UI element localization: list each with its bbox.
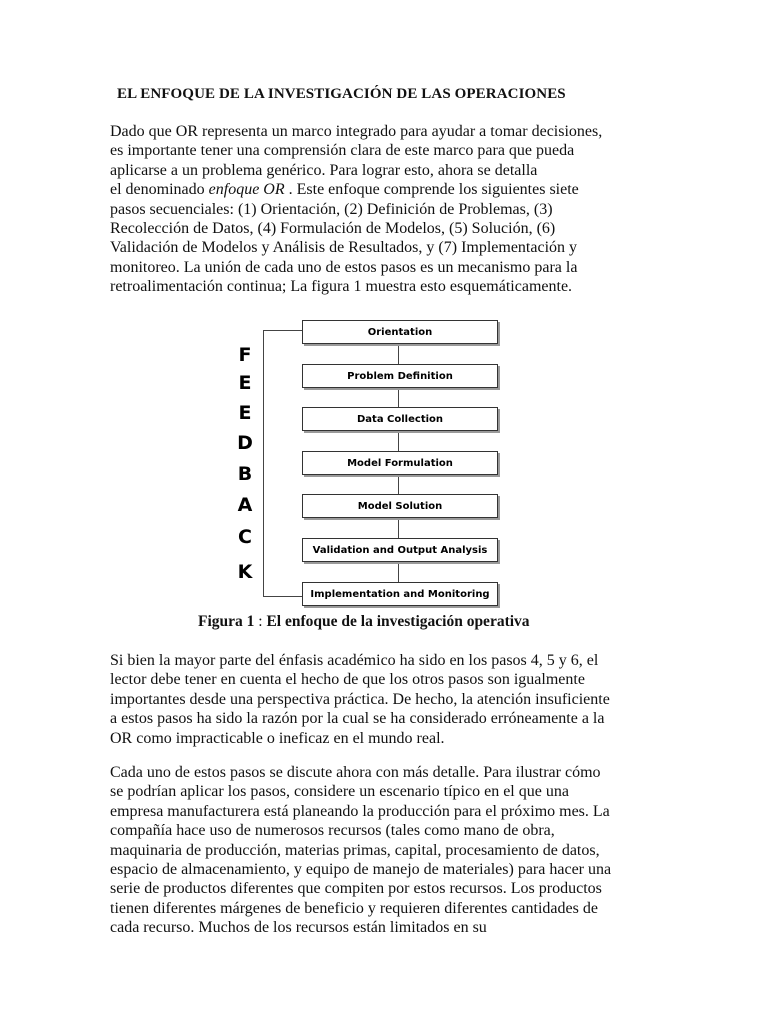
text-line: compañía hace uso de numerosos recursos (tales como mano de obra, — [110, 822, 555, 840]
text-line: lector debe tener en cuenta el hecho de que los otros pasos son igualmente — [110, 671, 585, 689]
feedback-letter: B — [237, 463, 253, 485]
text-line: cada recurso. Muchos de los recursos están limitados en su — [110, 919, 487, 937]
paragraph-emphasis — [110, 651, 670, 748]
text-line: Validación de Modelos y Análisis de Resultados, y (7) Implementación y — [110, 239, 578, 257]
caption-label: Figura 1 — [198, 613, 255, 630]
step-validation-output-analysis: Validation and Output Analysis — [302, 538, 498, 562]
text-line: aplicarse a un problema genérico. Para lograr esto, ahora se detalla — [110, 161, 538, 179]
feedback-letter: D — [237, 432, 253, 454]
step-data-collection: Data Collection — [302, 407, 498, 431]
figure-caption — [198, 613, 530, 631]
feedback-loop-line — [263, 330, 264, 596]
document-title: EL ENFOQUE DE LA INVESTIGACIÓN DE LAS OPERACIONES — [117, 86, 566, 102]
text-line: monitoreo. La unión de cada uno de estos pasos es un mecanismo para la — [110, 258, 578, 276]
text-line: tienen diferentes márgenes de beneficio y requieren diferentes cantidades de — [110, 899, 598, 917]
emphasis-enfoque-or: enfoque OR — [208, 181, 285, 199]
feedback-letter: A — [237, 494, 253, 516]
text-line: es importante tener una comprensión clara de este marco para que pueda — [110, 142, 575, 160]
text-line: OR como impracticable o ineficaz en el mundo real. — [110, 729, 445, 747]
paragraph-intro — [110, 122, 670, 297]
text-line: espacio de almacenamiento, y equipo de manejo de materiales) para hacer una — [110, 861, 612, 879]
text-line: empresa manufacturera está planeando la producción para el próximo mes. La — [110, 802, 610, 820]
feedback-letter: E — [238, 372, 252, 394]
text-line: retroalimentación continua; La figura 1 muestra esto esquemáticamente. — [110, 278, 573, 296]
paragraph-scenario — [110, 763, 670, 938]
text-line: Cada uno de estos pasos se discute ahora con más detalle. Para ilustrar cómo — [110, 764, 601, 781]
step-orientation: Orientation — [302, 320, 498, 344]
caption-text: El enfoque de la investigación operativa — [266, 613, 530, 630]
text-line: maquinaria de producción, materias primas, capital, procesamiento de datos, — [110, 841, 600, 859]
text-line — [110, 180, 670, 199]
feedback-flow-diagram — [230, 316, 510, 611]
text-line: Si bien la mayor parte del énfasis académico ha sido en los pasos 4, 5 y 6, el — [110, 652, 599, 669]
step-implementation-monitoring: Implementation and Monitoring — [302, 582, 498, 606]
text-segment: . Este enfoque comprende los siguientes siete — [284, 181, 579, 199]
text-line: Dado que OR representa un marco integrado para ayudar a tomar decisiones, — [110, 123, 603, 140]
feedback-letter: F — [238, 344, 252, 366]
feedback-letter: E — [238, 402, 252, 424]
text-line: a estos pasos ha sido la razón por la cual se ha considerado erróneamente a la — [110, 710, 605, 728]
feedback-letter: K — [237, 561, 253, 583]
feedback-letter: C — [238, 526, 252, 548]
text-line: se podrían aplicar los pasos, considere un escenario típico en el que una — [110, 783, 569, 801]
step-model-solution: Model Solution — [302, 494, 498, 518]
text-line: Recolección de Datos, (4) Formulación de Modelos, (5) Solución, (6) — [110, 220, 556, 238]
text-line: pasos secuenciales: (1) Orientación, (2) Definición de Problemas, (3) — [110, 200, 553, 218]
text-line: importantes desde una perspectiva práctica. De hecho, la atención insuficiente — [110, 690, 610, 708]
text-line: serie de productos diferentes que compiten por estos recursos. Los productos — [110, 880, 602, 898]
caption-separator: : — [254, 613, 267, 630]
step-problem-definition: Problem Definition — [302, 364, 498, 388]
text-segment: el denominado — [110, 181, 209, 199]
feedback-bottom-connector — [263, 596, 303, 597]
feedback-top-connector — [263, 330, 303, 331]
step-model-formulation: Model Formulation — [302, 451, 498, 475]
